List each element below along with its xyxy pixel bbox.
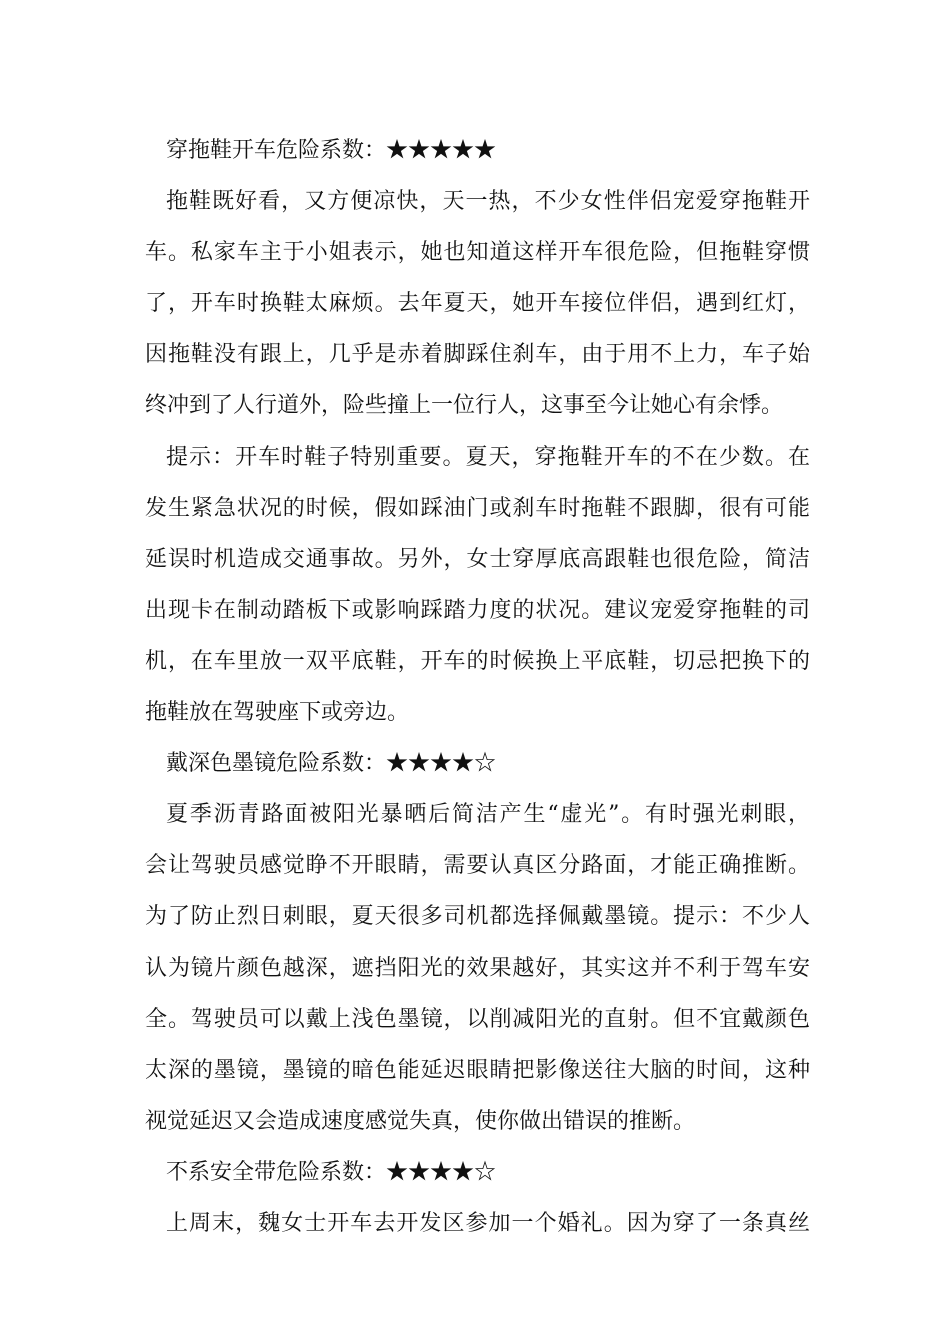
- paragraph-line: 因拖鞋没有跟上，几乎是赤着脚踩住刹车，由于用不上力，车子始: [145, 342, 810, 368]
- document-body: [145, 129, 810, 1253]
- paragraph-line: 视觉延迟又会造成速度感觉失真，使你做出错误的推断。: [145, 1108, 696, 1134]
- paragraph-line: 提示：开车时鞋子特别重要。夏天，穿拖鞋开车的不在少数。在: [166, 444, 810, 470]
- section-heading-sunglasses: 戴深色墨镜危险系数：★★★★☆: [166, 751, 497, 777]
- paragraph-line: 终冲到了人行道外，险些撞上一位行人，这事至今让她心有余悸。: [145, 393, 784, 419]
- section-heading-seatbelt: 不系安全带危险系数：★★★★☆: [166, 1159, 497, 1185]
- paragraph-line: 为了防止烈日刺眼，夏天很多司机都选择佩戴墨镜。提示：不少人: [145, 904, 810, 930]
- paragraph-line: 了，开车时换鞋太麻烦。去年夏天，她开车接位伴侣，遇到红灯，: [145, 291, 810, 317]
- paragraph-line: 太深的墨镜，墨镜的暗色能延迟眼睛把影像送往大脑的时间，这种: [145, 1057, 810, 1083]
- paragraph-line: 拖鞋既好看，又方便凉快，天一热，不少女性伴侣宠爱穿拖鞋开: [166, 189, 810, 215]
- paragraph-line: 机，在车里放一双平底鞋，开车的时候换上平底鞋，切忌把换下的: [145, 648, 810, 674]
- paragraph-line: 延误时机造成交通事故。另外，女士穿厚底高跟鞋也很危险，简洁: [145, 546, 810, 572]
- paragraph-line: 认为镜片颜色越深，遮挡阳光的效果越好，其实这并不利于驾车安: [145, 955, 810, 981]
- paragraph-line: 上周末，魏女士开车去开发区参加一个婚礼。因为穿了一条真丝: [166, 1210, 810, 1236]
- paragraph-line: 夏季沥青路面被阳光暴晒后简洁产生“虚光”。有时强光刺眼，: [166, 802, 810, 828]
- paragraph-line: 出现卡在制动踏板下或影响踩踏力度的状况。建议宠爱穿拖鞋的司: [145, 597, 810, 623]
- paragraph-line: 拖鞋放在驾驶座下或旁边。: [145, 700, 410, 726]
- paragraph-line: 全。驾驶员可以戴上浅色墨镜，以削减阳光的直射。但不宜戴颜色: [145, 1006, 810, 1032]
- paragraph-line: 会让驾驶员感觉睁不开眼睛，需要认真区分路面，才能正确推断。: [145, 853, 810, 879]
- paragraph-line: 发生紧急状况的时候，假如踩油门或刹车时拖鞋不跟脚，很有可能: [145, 495, 810, 521]
- section-heading-slippers: 穿拖鞋开车危险系数：★★★★★: [166, 138, 497, 163]
- paragraph-line: 车。私家车主于小姐表示，她也知道这样开车很危险，但拖鞋穿惯: [145, 240, 810, 266]
